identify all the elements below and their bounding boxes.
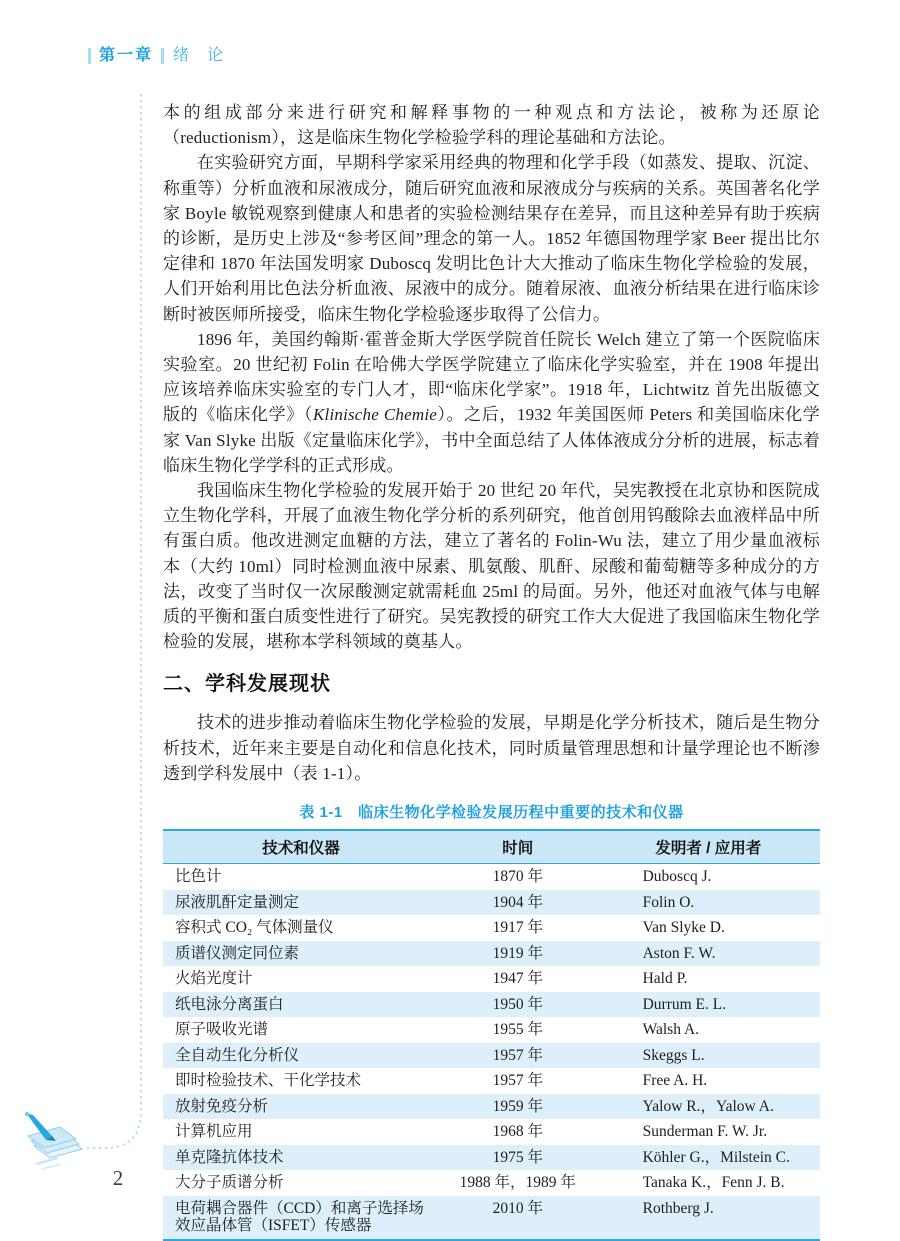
year-cell: 1919 年 [492, 944, 543, 962]
inventor-cell: Hald P. [642, 970, 688, 988]
table-row [163, 992, 820, 1018]
chapter-header [88, 47, 224, 65]
year-cell: 1904 年 [492, 893, 543, 911]
body-paragraph: 在实验研究方面，早期科学家采用经典的物理和化学手段（如蒸发、提取、沉淀、称重等）分析血液和尿液成分，随后研究血液和尿液成分与疾病的关系。英国著名化学家 Boyle 敏锐观察到健康人和患者的实验检测结果存在差异，而且这种差异有助于疾病的诊断，是历史上涉及“参考区间”理念的第一人。1852 年德国物理学家 Beer 提出比尔定律和 1870 年法国发明家 Duboscq 发明比色计大大推动了临床生物化学检验的发展，人们开始利用比色法分析血液、尿液中的成分。随着尿液、血液分析结果在进行临床诊断时被医师所接受，临床生物化学检验逐步取得了公信力。 [163, 153, 820, 324]
year-cell: 1957 年 [492, 1046, 543, 1064]
tech-cell: 容积式 CO₂ 气体测量仪 [175, 919, 334, 937]
column-header-technology: 技术和仪器 [163, 830, 439, 864]
inventor-cell: Free A. H. [642, 1072, 708, 1090]
tech-cell: 纸电泳分离蛋白 [175, 995, 284, 1013]
inventor-cell: Tanaka K.，Fenn J. B. [642, 1174, 785, 1192]
paragraph-text: ）。之后，1932 年美国医师 Peters 和美国临床化学家 Van Slyke 出版《定量临床化学》，书中全面总结了人体体液成分分析的进展，标志着临床生物化学学科的正式形成。 [163, 405, 820, 475]
inventor-cell: Van Slyke D. [642, 919, 725, 937]
table-row [163, 1145, 820, 1171]
year-cell: 1968 年 [492, 1123, 543, 1141]
inventor-cell: Duboscq J. [642, 868, 712, 886]
body-paragraph: 本的组成部分来进行研究和解释事物的一种观点和方法论，被称为还原论（reductionism），这是临床生物化学检验学科的理论基础和方法论。 [163, 103, 820, 148]
inventor-cell: Durrum E. L. [642, 995, 727, 1013]
chapter-title: 绪 论 [173, 47, 225, 64]
inventor-cell: Rothberg J. [642, 1199, 714, 1217]
tech-cell: 大分子质谱分析 [175, 1174, 284, 1192]
table-row [163, 966, 820, 992]
column-header-time: 时间 [439, 830, 597, 864]
year-cell: 1917 年 [492, 919, 543, 937]
tech-cell: 电荷耦合器件（CCD）和离子选择场效应晶体管（ISFET）传感器 [175, 1199, 424, 1235]
dotted-guide-line [88, 95, 141, 1148]
table-row [163, 1119, 820, 1145]
tech-cell: 单克隆抗体技术 [175, 1148, 284, 1166]
section-heading: 二、学科发展现状 [163, 673, 331, 696]
table-title: 表 1-1 临床生物化学检验发展历程中重要的技术和仪器 [299, 804, 684, 822]
tech-cell: 放射免疫分析 [175, 1097, 269, 1115]
body-paragraph: 技术的进步推动着临床生物化学检验的发展，早期是化学分析技术，随后是生物分析技术，近年来主要是自动化和信息化技术，同时质量管理思想和计量学理论也不断渗透到学科发展中（表 1-1）。 [163, 713, 820, 783]
year-cell: 1959 年 [492, 1097, 543, 1115]
tech-cell: 原子吸收光谱 [175, 1021, 269, 1039]
table-row [163, 1017, 820, 1043]
inventor-cell: Sunderman F. W. Jr. [642, 1123, 768, 1141]
table-row [163, 1043, 820, 1069]
tech-cell: 质谱仪测定同位素 [175, 944, 300, 962]
header-bar-icon [161, 48, 164, 64]
page-number: 2 [112, 1166, 124, 1190]
table-row [163, 1170, 820, 1196]
year-cell: 1957 年 [492, 1072, 543, 1090]
chapter-label: 第一章 [99, 47, 154, 64]
inventor-cell: Aston F. W. [642, 944, 716, 962]
main-text-column [163, 100, 820, 1241]
inventor-cell: Yalow R.，Yalow A. [642, 1097, 774, 1115]
tech-cell: 比色计 [175, 868, 222, 886]
tech-cell: 全自动生化分析仪 [175, 1046, 300, 1064]
inventor-cell: Walsh A. [642, 1021, 700, 1039]
inventor-cell: Skeggs L. [642, 1046, 705, 1064]
table-row [163, 1094, 820, 1120]
tech-cell: 尿液肌酐定量测定 [175, 893, 300, 911]
table-row [163, 941, 820, 967]
table-row [163, 890, 820, 916]
table-row [163, 1068, 820, 1094]
year-cell: 2010 年 [492, 1199, 543, 1217]
year-cell: 1975 年 [492, 1148, 543, 1166]
year-cell: 1947 年 [492, 970, 543, 988]
book-title-latin: Klinische Chemie [312, 405, 437, 425]
body-paragraph: 我国临床生物化学检验的发展开始于 20 世纪 20 年代，吴宪教授在北京协和医院成立生物化学科，开展了血液生物化学分析的系列研究，他首创用钨酸除去血液样品中所有蛋白质。他改进测定血糖的方法，建立了著名的 Folin-Wu 法，建立了用少量血液标本（大约 10ml）同时检测血液中尿素、肌氨酸、肌酐、尿酸和葡萄糖等多种成分的方法，改变了当时仅一次尿酸测定就需耗血 25ml 的局面。另外，他还对血液气体与电解质的平衡和蛋白质变性进行了研究。吴宪教授的研究工作大大促进了我国临床生物化学检验的发展，堪称本学科领域的奠基人。 [163, 481, 820, 652]
tech-cell: 计算机应用 [175, 1123, 253, 1141]
tech-cell: 火焰光度计 [175, 970, 253, 988]
notebook-pen-icon [25, 1112, 82, 1169]
year-cell: 1950 年 [492, 995, 543, 1013]
inventor-cell: Köhler G.，Milstein C. [642, 1148, 790, 1166]
table-row [163, 915, 820, 941]
year-cell: 1870 年 [492, 868, 543, 886]
tech-cell: 即时检验技术、干化学技术 [175, 1072, 362, 1090]
header-bar-icon [88, 48, 91, 64]
technology-table [163, 829, 820, 1241]
year-cell: 1988 年，1989 年 [459, 1174, 576, 1192]
table-header-row [163, 830, 820, 864]
body-paragraph [163, 327, 820, 478]
column-header-inventor: 发明者 / 应用者 [597, 830, 820, 864]
year-cell: 1955 年 [492, 1021, 543, 1039]
inventor-cell: Folin O. [642, 893, 695, 911]
table-row [163, 864, 820, 890]
table-row [163, 1196, 820, 1240]
paragraph-text: 1896 年，美国约翰斯·霍普金斯大学医学院首任院长 Welch 建立了第一个医院临床实验室。20 世纪初 Folin 在哈佛大学医学院建立了临床化学实验室，并在 1908 年提出应该培养临床实验室的专门人才，即“临床化学家”。1918 年，Lichtwitz 首先出版德文版的《临床化学》（ [163, 329, 820, 425]
